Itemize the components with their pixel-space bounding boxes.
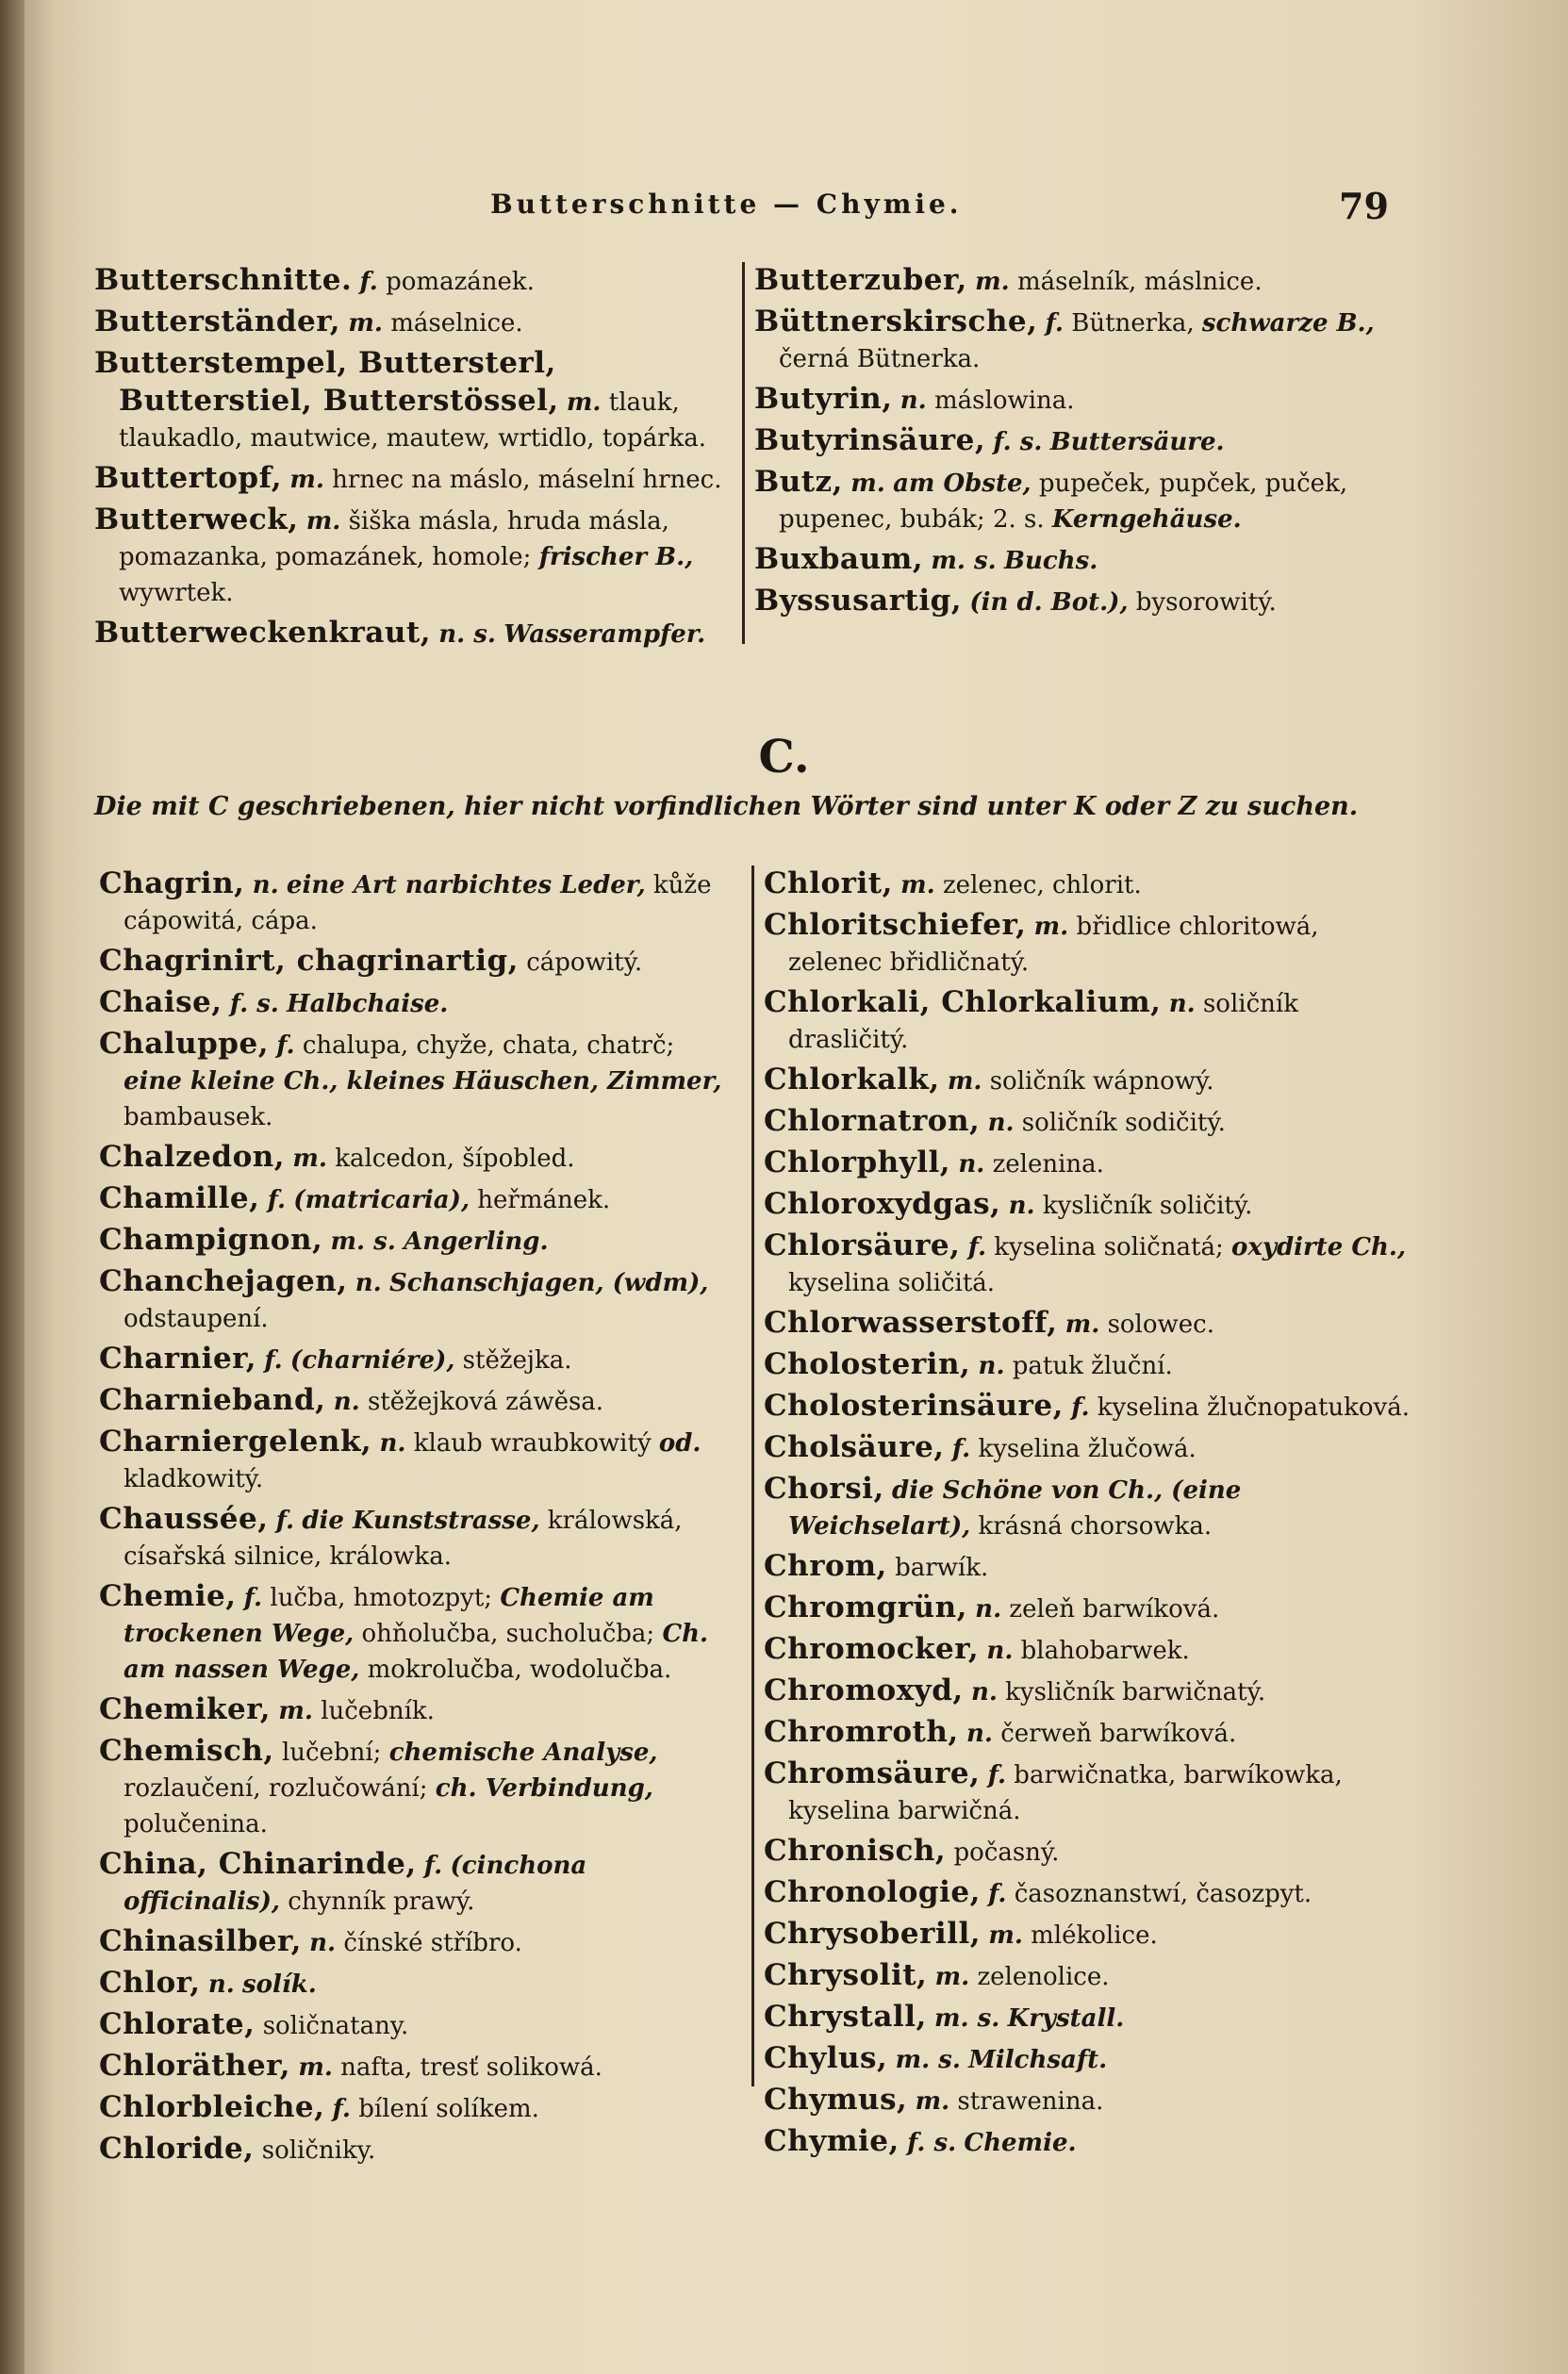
- entry-headword: Byssusartig,: [754, 584, 963, 618]
- entry-headword: Chloräther,: [99, 2049, 291, 2083]
- entry-grammar: m.: [566, 388, 602, 417]
- dictionary-entry: [99, 1026, 740, 1135]
- entry-grammar: f.: [987, 1761, 1007, 1789]
- dictionary-entry: [94, 262, 735, 300]
- entry-headword: Chronisch,: [764, 1834, 947, 1868]
- entry-headword: Chalzedon,: [99, 1140, 286, 1174]
- entry-czech: patuk žluční.: [1012, 1352, 1173, 1380]
- dictionary-entry: [99, 2131, 740, 2168]
- entry-grammar: m.: [975, 268, 1010, 296]
- entry-czech: kyselina žlučowá.: [978, 1435, 1197, 1463]
- entry-german: solík.: [242, 1970, 317, 1999]
- entry-grammar: (in d. Bot.),: [969, 588, 1129, 617]
- entry-german: Kerngehäuse.: [1051, 505, 1242, 534]
- entry-czech: soličniky.: [261, 2136, 376, 2165]
- entry-grammar: m.: [292, 1145, 327, 1173]
- entry-czech: strawenina.: [957, 2087, 1104, 2116]
- entry-grammar: n.: [333, 1388, 360, 1416]
- entry-grammar: m.: [278, 1697, 313, 1725]
- entry-czech: chynník prawý.: [288, 1888, 475, 1916]
- entry-grammar: f.: [264, 1346, 283, 1375]
- entry-czech: máselnice.: [390, 309, 523, 338]
- entry-headword: Charnier,: [99, 1342, 257, 1376]
- entry-german: oxydirte Ch.,: [1231, 1233, 1407, 1261]
- entry-czech: stěžejka.: [462, 1346, 572, 1375]
- entry-czech: máslowina.: [934, 387, 1075, 415]
- entry-grammar: m. s.: [934, 2004, 1000, 2033]
- entry-czech: lučební;: [281, 1739, 382, 1767]
- dictionary-entry: [764, 1305, 1414, 1343]
- section-letter: C.: [758, 731, 810, 783]
- entry-headword: Butterweck,: [94, 503, 299, 536]
- entry-headword: Chromgrün,: [764, 1591, 967, 1624]
- entry-headword: Chlorkali, Chlorkalium,: [764, 985, 1162, 1019]
- entry-german: schwarze B.,: [1201, 309, 1375, 338]
- entry-german: Wasserampfer.: [503, 620, 706, 649]
- entry-czech: mokrolučba, wodolučba.: [367, 1656, 672, 1684]
- dictionary-entry: [754, 381, 1414, 419]
- dictionary-entry: [94, 345, 735, 456]
- entry-czech: bysorowitý.: [1135, 588, 1277, 617]
- entry-grammar: f.: [243, 1584, 263, 1612]
- entry-grammar: m.: [289, 466, 324, 494]
- entry-grammar: n.: [309, 1929, 337, 1957]
- entry-grammar: f.: [988, 1880, 1007, 1908]
- entry-czech: pomazánek.: [386, 268, 535, 296]
- dictionary-entry: [99, 943, 740, 981]
- entry-grammar: f.: [1071, 1393, 1090, 1422]
- entry-grammar: f. s.: [993, 428, 1043, 456]
- entry-headword: Chromsäure,: [764, 1756, 981, 1790]
- bottom-right-column: [764, 866, 1414, 2165]
- entry-czech: počasný.: [953, 1838, 1060, 1867]
- entry-grammar: n.: [970, 1678, 998, 1706]
- dictionary-entry: [99, 1139, 740, 1177]
- entry-czech: časoznanstwí, časozpyt.: [1014, 1880, 1312, 1908]
- dictionary-entry: [764, 1673, 1414, 1710]
- entry-german: (matricaria),: [293, 1186, 470, 1214]
- dictionary-entry: [764, 1631, 1414, 1669]
- dictionary-entry: [764, 2040, 1414, 2078]
- entry-czech: zelenina.: [992, 1150, 1104, 1179]
- entry-czech: bambausek.: [124, 1103, 273, 1131]
- dictionary-entry: [99, 1578, 740, 1688]
- entry-grammar: m.: [298, 2053, 333, 2082]
- dictionary-entry: [754, 464, 1414, 537]
- entry-german: Chemie am trockenen Wege,: [124, 1584, 654, 1648]
- entry-grammar: f.: [359, 268, 378, 296]
- entry-german: eine Art narbichtes Leder,: [286, 871, 646, 899]
- entry-headword: Chylus,: [764, 2041, 888, 2075]
- entry-czech: bílení solíkem.: [358, 2095, 539, 2123]
- entry-czech: barwičnatka, barwíkowka, kyselina barwičná.: [788, 1761, 1343, 1825]
- dictionary-entry: [99, 1263, 740, 1337]
- dictionary-entry: [99, 1965, 740, 2003]
- entry-headword: Cholosterinsäure,: [764, 1389, 1064, 1423]
- entry-german: (cinchona officinalis),: [124, 1852, 587, 1916]
- entry-grammar: m. s.: [931, 547, 997, 575]
- column-rule-bottom: [751, 866, 754, 2086]
- entry-czech: zelenec, chlorit.: [942, 871, 1142, 899]
- entry-grammar: m.: [305, 507, 341, 536]
- entry-headword: Chlor,: [99, 1966, 201, 2000]
- dictionary-entry: [99, 1846, 740, 1920]
- entry-headword: Chaussée,: [99, 1502, 269, 1536]
- entry-czech: lučba, hmotozpyt;: [270, 1584, 493, 1612]
- entry-grammar: n.: [207, 1970, 235, 1999]
- dictionary-entry: [94, 304, 735, 341]
- entry-headword: Chlorkalk,: [764, 1063, 940, 1096]
- dictionary-entry: [764, 2123, 1414, 2161]
- entry-headword: Chloritschiefer,: [764, 908, 1027, 942]
- entry-headword: Butyrinsäure,: [754, 423, 986, 457]
- entry-grammar: n.: [987, 1109, 1015, 1137]
- entry-headword: Chrysolit,: [764, 1958, 928, 1992]
- entry-headword: Champignon,: [99, 1223, 323, 1257]
- dictionary-entry: [764, 1145, 1414, 1182]
- entry-czech: solowec.: [1107, 1311, 1214, 1339]
- entry-grammar: n. s.: [438, 620, 496, 649]
- entry-german: frischer B.,: [538, 543, 694, 571]
- entry-headword: Chaluppe,: [99, 1027, 269, 1061]
- entry-headword: Chronologie,: [764, 1875, 981, 1909]
- entry-czech: kysličník soličitý.: [1042, 1192, 1253, 1220]
- entry-czech: černá Bütnerka.: [779, 345, 981, 373]
- entry-czech: blahobarwek.: [1020, 1637, 1190, 1665]
- entry-czech: wywrtek.: [119, 579, 234, 607]
- dictionary-entry: [764, 1471, 1414, 1544]
- dictionary-entry: [764, 1548, 1414, 1586]
- entry-czech: lučebník.: [321, 1697, 435, 1725]
- dictionary-entry: [754, 304, 1414, 377]
- dictionary-entry: [764, 1833, 1414, 1871]
- dictionary-entry: [764, 984, 1414, 1058]
- entry-czech: klaub wraubkowitý: [413, 1429, 652, 1458]
- entry-headword: Chromoxyd,: [764, 1673, 964, 1707]
- entry-czech: kyselina žlučnopatuková.: [1097, 1393, 1410, 1422]
- dictionary-entry: [764, 866, 1414, 903]
- entry-german: chemische Analyse,: [388, 1739, 658, 1767]
- entry-headword: Butyrin,: [754, 382, 893, 416]
- dictionary-entry: [99, 2048, 740, 2085]
- dictionary-entry: [99, 2006, 740, 2044]
- entry-czech: nafta, tresť solikowá.: [340, 2053, 602, 2082]
- entry-czech: barwík.: [895, 1554, 989, 1582]
- entry-german: Milchsaft.: [968, 2046, 1108, 2074]
- dictionary-entry: [94, 615, 735, 652]
- dictionary-entry: [764, 2082, 1414, 2119]
- entry-czech: čínské stříbro.: [343, 1929, 522, 1957]
- entry-grammar: m.: [915, 2087, 950, 2116]
- entry-czech: zelenolice.: [977, 1963, 1110, 1991]
- entry-headword: Chorsi,: [764, 1472, 884, 1506]
- section-note: Die mit C geschriebenen, hier nicht vorfindlichen Wörter sind unter K oder Z zu suchen.: [94, 792, 1359, 821]
- dictionary-entry: [99, 984, 740, 1022]
- entry-headword: Chymus,: [764, 2083, 908, 2117]
- entry-headword: Charnieband,: [99, 1383, 326, 1417]
- entry-german: Halbchaise.: [287, 990, 449, 1018]
- entry-headword: Chagrinirt, chagrinartig,: [99, 944, 519, 978]
- entry-czech: heřmánek.: [477, 1186, 611, 1214]
- entry-headword: Chlorwasserstoff,: [764, 1306, 1058, 1340]
- entry-headword: Chymie,: [764, 2124, 900, 2158]
- top-left-column: [94, 262, 735, 656]
- dictionary-entry: [764, 1388, 1414, 1426]
- entry-headword: Chlorsäure,: [764, 1228, 961, 1262]
- dictionary-entry: [764, 1103, 1414, 1141]
- entry-grammar: m.: [900, 871, 935, 899]
- entry-german: Chemie.: [964, 2129, 1077, 2157]
- entry-czech: kysličník barwičnatý.: [1005, 1678, 1266, 1706]
- entry-grammar: f. s.: [907, 2129, 957, 2157]
- dictionary-entry: [99, 1424, 740, 1497]
- dictionary-entry: [764, 1756, 1414, 1829]
- entry-german: Buttersäure.: [1049, 428, 1225, 456]
- entry-german: die Schöne von Ch., (eine Weichselart),: [788, 1476, 1242, 1541]
- entry-headword: Butterweckenkraut,: [94, 616, 432, 650]
- entry-headword: Butterstempel, Buttersterl, Butterstiel, Butterstössel,: [94, 346, 559, 418]
- entry-czech: soličník drasličitý.: [788, 990, 1298, 1054]
- dictionary-entry: [99, 1923, 740, 1961]
- entry-czech: kůže cápowitá, cápa.: [124, 871, 712, 935]
- entry-headword: Chlorphyll,: [764, 1146, 951, 1179]
- entry-german: (charniére),: [289, 1346, 455, 1375]
- entry-headword: Chloride,: [99, 2132, 255, 2166]
- entry-czech: kyselina soličitá.: [788, 1269, 996, 1297]
- entry-grammar: n.: [1168, 990, 1196, 1018]
- entry-czech: tlauk, tlaukadlo, mautwice, mautew, wrtidlo, topárka.: [119, 388, 707, 453]
- dictionary-entry: [764, 1916, 1414, 1954]
- entry-grammar: m.: [348, 309, 383, 338]
- entry-grammar: f.: [276, 1031, 295, 1060]
- entry-headword: Chlorit,: [764, 866, 893, 900]
- page-number: 79: [1339, 185, 1389, 227]
- entry-grammar: m.: [1033, 913, 1069, 941]
- entry-czech: zeleň barwíková.: [1009, 1595, 1220, 1624]
- dictionary-entry: [94, 460, 735, 498]
- entry-headword: Chlornatron,: [764, 1104, 981, 1138]
- entry-czech: chalupa, chyže, chata, chatrč;: [302, 1031, 675, 1060]
- dictionary-entry: [754, 262, 1414, 300]
- entry-grammar: f. s.: [229, 990, 279, 1018]
- entry-czech: králowská, císařská silnice, králowka.: [124, 1507, 683, 1571]
- dictionary-entry: [764, 1590, 1414, 1627]
- dictionary-entry: [764, 1957, 1414, 1995]
- entry-czech: hrnec na máslo, máselní hrnec.: [332, 466, 722, 494]
- entry-german: od.: [658, 1429, 701, 1458]
- entry-grammar: n.: [986, 1637, 1014, 1665]
- entry-headword: Chinasilber,: [99, 1924, 302, 1958]
- dictionary-entry: [99, 1222, 740, 1260]
- entry-czech: kyselina soličnatá;: [994, 1233, 1224, 1261]
- dictionary-entry: [764, 1186, 1414, 1224]
- entry-czech: šiška másla, hruda másla, pomazanka, pomazánek, homole;: [119, 507, 669, 571]
- dictionary-entry: [764, 1874, 1414, 1912]
- dictionary-entry: [754, 422, 1414, 460]
- entry-headword: Buttertopf,: [94, 461, 283, 495]
- entry-grammar: n.: [978, 1352, 1005, 1380]
- entry-grammar: f.: [332, 2095, 351, 2123]
- entry-grammar: n.: [355, 1269, 382, 1297]
- entry-headword: Chanchejagen,: [99, 1264, 348, 1298]
- entry-grammar: m.: [947, 1067, 982, 1096]
- dictionary-entry: [99, 1691, 740, 1729]
- entry-grammar: n.: [966, 1720, 993, 1748]
- entry-headword: Chrystall,: [764, 2000, 927, 2034]
- dictionary-entry: [764, 1228, 1414, 1301]
- top-right-column: [754, 262, 1414, 624]
- dictionary-entry: [99, 1180, 740, 1218]
- book-gutter: [0, 0, 25, 2374]
- entry-headword: Chlorate,: [99, 2007, 256, 2041]
- entry-grammar: m.: [988, 1921, 1023, 1950]
- entry-headword: Chlorbleiche,: [99, 2090, 325, 2124]
- entry-grammar: n.: [900, 387, 927, 415]
- entry-headword: Butterschnitte.: [94, 263, 353, 297]
- entry-headword: Chromocker,: [764, 1632, 980, 1666]
- entry-grammar: n.: [975, 1595, 1002, 1624]
- dictionary-entry: [754, 541, 1414, 579]
- entry-czech: břidlice chloritowá, zelenec břidličnatý.: [788, 913, 1319, 977]
- entry-german: Krystall.: [1007, 2004, 1125, 2033]
- dictionary-entry: [99, 1382, 740, 1420]
- entry-grammar: f.: [951, 1435, 971, 1463]
- entry-czech: pupeček, pupček, puček, pupenec, bubák; 2. s.: [779, 470, 1348, 534]
- dictionary-entry: [764, 1714, 1414, 1752]
- entry-headword: Butz,: [754, 465, 843, 499]
- entry-german: Buchs.: [1003, 547, 1098, 575]
- entry-headword: Buxbaum,: [754, 542, 924, 576]
- entry-grammar: m. s.: [330, 1228, 396, 1256]
- dictionary-entry: [99, 1733, 740, 1842]
- entry-german: Angerling.: [404, 1228, 549, 1256]
- entry-czech: stěžejková záwěsa.: [367, 1388, 604, 1416]
- dictionary-entry: [99, 1501, 740, 1574]
- entry-czech: mlékolice.: [1031, 1921, 1158, 1950]
- entry-german: Schanschjagen, (wdm),: [389, 1269, 709, 1297]
- column-rule-top: [742, 262, 745, 644]
- entry-czech: rozlaučení, rozlučowání;: [124, 1774, 428, 1803]
- entry-headword: Chromroth,: [764, 1715, 959, 1749]
- entry-headword: Cholosterin,: [764, 1347, 971, 1381]
- entry-grammar: f.: [275, 1507, 295, 1535]
- entry-grammar: n.: [958, 1150, 985, 1179]
- entry-grammar: f.: [423, 1852, 443, 1880]
- dictionary-entry: [764, 1346, 1414, 1384]
- entry-headword: Chemiker,: [99, 1692, 272, 1726]
- entry-german: die Kunststrasse,: [302, 1507, 540, 1535]
- running-head: [0, 185, 1568, 227]
- entry-grammar: m.: [1065, 1311, 1100, 1339]
- entry-headword: Cholsäure,: [764, 1430, 945, 1464]
- entry-czech: Bütnerka,: [1071, 309, 1195, 338]
- entry-czech: polučenina.: [124, 1810, 268, 1838]
- entry-czech: soličník sodičitý.: [1021, 1109, 1226, 1137]
- entry-czech: soličnatany.: [262, 2012, 409, 2040]
- entry-grammar: n.: [1008, 1192, 1035, 1220]
- entry-grammar: m.: [850, 470, 885, 498]
- entry-german: eine kleine Ch., kleines Häuschen, Zimmer,: [124, 1067, 722, 1096]
- entry-headword: Chloroxydgas,: [764, 1187, 1001, 1221]
- entry-headword: Charniergelenk,: [99, 1425, 372, 1459]
- entry-german: Ch. am nassen Wege,: [124, 1620, 709, 1684]
- dictionary-entry: [754, 583, 1414, 620]
- entry-czech: čerweň barwíková.: [1000, 1720, 1237, 1748]
- entry-grammar: m. s.: [895, 2046, 961, 2074]
- dictionary-entry: [99, 1341, 740, 1378]
- entry-headword: Chrysoberill,: [764, 1917, 982, 1951]
- entry-headword: Chamille,: [99, 1181, 260, 1215]
- entry-headword: Butterständer,: [94, 305, 341, 338]
- entry-czech: odstaupení.: [124, 1305, 269, 1333]
- entry-czech: ohňolučba, sucholučba;: [361, 1620, 655, 1648]
- entry-grammar: m.: [934, 1963, 970, 1991]
- entry-headword: China, Chinarinde,: [99, 1847, 417, 1881]
- entry-grammar: f.: [267, 1186, 287, 1214]
- entry-czech: soličník wápnowý.: [989, 1067, 1214, 1096]
- dictionary-entry: [764, 907, 1414, 981]
- entry-german: ch. Verbindung,: [435, 1774, 653, 1803]
- dictionary-entry: [764, 1429, 1414, 1467]
- entry-headword: Butterzuber,: [754, 263, 967, 297]
- entry-czech: kalcedon, šípobled.: [335, 1145, 575, 1173]
- entry-grammar: n.: [379, 1429, 406, 1458]
- entry-headword: Büttnerskirsche,: [754, 305, 1038, 338]
- entry-czech: kladkowitý.: [124, 1465, 264, 1493]
- running-head-title: Butterschnitte — Chymie.: [490, 189, 963, 220]
- dictionary-entry: [99, 866, 740, 939]
- dictionary-entry: [94, 502, 735, 611]
- entry-headword: Chemie,: [99, 1579, 237, 1613]
- entry-grammar: n.: [252, 871, 279, 899]
- entry-czech: máselník, máslnice.: [1016, 268, 1263, 296]
- entry-headword: Chagrin,: [99, 866, 245, 900]
- entry-czech: cápowitý.: [526, 948, 643, 977]
- entry-headword: Chrom,: [764, 1549, 887, 1583]
- entry-headword: Chaise,: [99, 985, 223, 1019]
- entry-german: am Obste,: [893, 470, 1032, 498]
- dictionary-entry: [764, 1999, 1414, 2036]
- bottom-left-column: [99, 866, 740, 2172]
- entry-headword: Chemisch,: [99, 1734, 274, 1768]
- dictionary-entry: [99, 2089, 740, 2127]
- entry-grammar: f.: [967, 1233, 987, 1261]
- dictionary-entry: [764, 1062, 1414, 1099]
- entry-czech: krásná chorsowka.: [978, 1512, 1213, 1541]
- entry-grammar: f.: [1045, 309, 1064, 338]
